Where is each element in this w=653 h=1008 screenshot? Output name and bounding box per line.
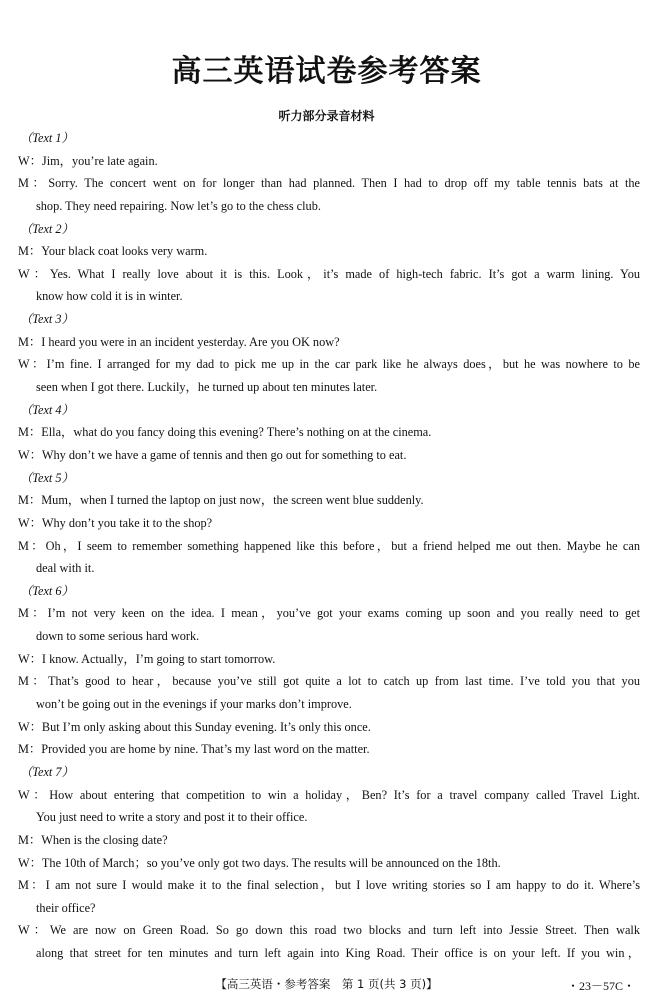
- dialogue-continuation: You just need to write a story and post it to their office.: [36, 810, 308, 825]
- dialogue-continuation: won’t be going out in the evenings if your marks don’t improve.: [36, 697, 352, 712]
- dialogue-continuation: along that street for ten minutes and turn left again into King Road. Their office is on your left. If you win，: [36, 946, 640, 961]
- dialogue-line: W：Jim，you’re late again.: [18, 153, 158, 168]
- text-section-label: （Text 4）: [20, 402, 74, 417]
- dialogue-line: M：When is the closing date?: [18, 832, 168, 847]
- dialogue-continuation: know how cold it is in winter.: [36, 289, 183, 304]
- dialogue-continuation: seen when I got there. Luckily，he turned up about ten minutes later.: [36, 380, 378, 395]
- dialogue-line: M：Mum，when I turned the laptop on just now，the screen went blue suddenly.: [18, 493, 424, 508]
- dialogue-line: W：I know. Actually，I’m going to start tomorrow.: [18, 651, 276, 666]
- dialogue-line: M：Oh，I seem to remember something happened like this before，but a friend helped me out then. Maybe he can: [18, 538, 640, 553]
- dialogue-continuation: their office?: [36, 900, 96, 915]
- dialogue-line: M：Your black coat looks very warm.: [18, 244, 208, 259]
- text-section-label: （Text 6）: [20, 583, 74, 598]
- text-section-label: （Text 1）: [20, 131, 74, 145]
- dialogue-line: W：How about entering that competition to win a holiday，Ben? It’s for a travel company called Travel Light.: [18, 787, 640, 802]
- dialogue-line: M：I heard you were in an incident yesterday. Are you OK now?: [18, 334, 340, 349]
- dialogue-line: M：Provided you are home by nine. That’s my last word on the matter.: [18, 742, 370, 757]
- dialogue-line: W：The 10th of March；so you’ve only got two days. The results will be announced on the 18th.: [18, 855, 501, 870]
- text-section-label: （Text 3）: [20, 312, 74, 327]
- section-subtitle: 听力部分录音材料: [278, 109, 375, 123]
- dialogue-line: M：That’s good to hear，because you’ve still got quite a lot to catch up from last time. I’ve told you that you: [18, 674, 640, 689]
- dialogue-line: M：I’m not very keen on the idea. I mean，you’ve got your exams coming up soon and you really need to get: [18, 606, 640, 621]
- dialogue-line: M：Ella，what do you fancy doing this evening? There’s nothing on at the cinema.: [18, 425, 432, 440]
- dialogue-line: W：We are now on Green Road. So go down this road two blocks and turn left into Jessie Street. Then walk: [18, 923, 640, 938]
- dialogue-line: W：But I’m only asking about this Sunday evening. It’s only this once.: [18, 719, 371, 734]
- dialogue-line: M：I am not sure I would make it to the final selection，but I love writing stories so I am happy to do it. Where’s: [18, 878, 640, 893]
- footer-page-info: 【高三英语・参考答案 第 1 页(共 3 页)】: [215, 977, 438, 991]
- dialogue-line: W：I’m fine. I arranged for my dad to pick me up in the car park like he always does，but he was nowhere to be: [18, 357, 640, 372]
- dialogue-line: W：Why don’t we have a game of tennis and then go out for something to eat.: [18, 447, 407, 462]
- footer-code: ・23－57C・: [566, 979, 635, 993]
- text-section-label: （Text 2）: [20, 221, 74, 236]
- dialogue-line: M：Sorry. The concert went on for longer than had planned. Then I had to drop off my table tennis bats at the: [18, 176, 640, 191]
- dialogue-continuation: shop. They need repairing. Now let’s go to the chess club.: [36, 198, 321, 213]
- dialogue-continuation: deal with it.: [36, 561, 95, 576]
- dialogue-line: W：Why don’t you take it to the shop?: [18, 515, 213, 530]
- page-title: 高三英语试卷参考答案: [171, 54, 482, 89]
- text-section-label: （Text 7）: [20, 764, 74, 779]
- dialogue-continuation: down to some serious hard work.: [36, 629, 200, 644]
- text-section-label: （Text 5）: [20, 470, 74, 485]
- dialogue-line: W：Yes. What I really love about it is this. Look，it’s made of high-tech fabric. It’s got a warm lining. You: [18, 266, 640, 281]
- transcript-body: [18, 127, 640, 965]
- page-footer: [0, 976, 653, 996]
